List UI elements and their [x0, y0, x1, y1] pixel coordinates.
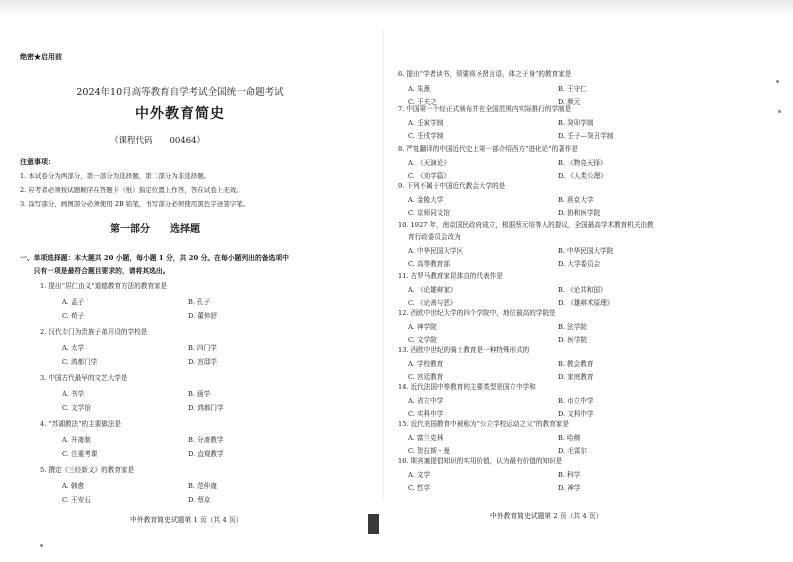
question: 4. “苏湖教法”的主要做法是: [40, 420, 122, 428]
option: A. 神学院: [408, 323, 437, 331]
question: 12. 西欧中世纪大学的四个学院中，地位最高的学院是: [398, 309, 556, 317]
option: D. 神学: [558, 484, 581, 492]
option: D. 协和医学院: [558, 209, 601, 217]
option: B. 孔子: [188, 298, 211, 306]
notice-item: 2. 应考者必须按试题顺序在答题卡（纸）指定位置上作答，答在试卷上无效。: [20, 186, 243, 194]
option: C. 壬戌学制: [408, 132, 444, 140]
option: A. 太学: [62, 344, 85, 352]
question: 15. 近代美国教育中被称为“公立学校运动之父”的教育家是: [398, 420, 569, 428]
option: B. 《论共和国》: [558, 286, 607, 294]
option: A. 孟子: [62, 298, 85, 306]
option: B. 《物竞天择》: [558, 159, 607, 167]
question: 1. 提出“居仁由义”道德教育方法的教育家是: [40, 282, 168, 290]
option: B. 科学: [558, 471, 581, 479]
option: C. 文学院: [408, 336, 437, 344]
option: A. 学校教育: [408, 360, 444, 368]
option: A. 壬寅学制: [408, 119, 444, 127]
option: B. 四门学: [188, 344, 217, 352]
question: 2. 汉代专门为贵族子弟开设的学校是: [40, 328, 148, 336]
option: D. 《人类公理》: [558, 172, 607, 180]
option: C. 《论善与恶》: [408, 299, 457, 307]
option: A. 书学: [62, 390, 85, 398]
option: A. 韩愈: [62, 482, 85, 490]
option: D. 壬子—癸丑学制: [558, 132, 614, 140]
course-code: （课程代码 00464）: [110, 136, 206, 146]
option: A. 升斋制: [62, 436, 91, 444]
option: A. 金陵大学: [408, 196, 444, 204]
option: D. 大学委员会: [558, 260, 601, 268]
notice-item: 3. 涂写部分、画图部分必须使用 2B 铅笔，书写部分必须使用黑色字迹签字笔。: [20, 200, 250, 208]
option: B. 范仲淹: [188, 482, 217, 490]
page-footer: 中外教育简史试题第 1 页（共 4 页）: [130, 516, 243, 524]
option: C. 京师同文馆: [408, 209, 450, 217]
question: 13. 西欧中世纪的骑士教育是一种特殊形式的: [398, 346, 530, 354]
option: C. 贺拉斯・曼: [408, 447, 450, 455]
option: B. 王守仁: [558, 85, 587, 93]
scan-mark: [368, 514, 379, 534]
question-continuation: 育行政委员会改为: [408, 233, 461, 241]
option: A. 《天演论》: [408, 159, 450, 167]
notice-item: 1. 本试卷分为两部分，第一部分为选择题，第二部分为非选择题。: [20, 172, 211, 180]
page-footer: 中外教育简史试题第 2 页（共 4 页）: [490, 512, 603, 520]
option: B. 市立中学: [558, 397, 594, 405]
option: D. 家庭教育: [558, 373, 594, 381]
option: D. 颜元: [558, 98, 581, 106]
question: 5. 撰定《三经新义》的教育家是: [40, 466, 135, 474]
part-title: 第一部分 选择题: [110, 224, 200, 235]
option: A. 《论雄辩家》: [408, 286, 457, 294]
option: B. 癸卯学制: [558, 119, 594, 127]
option: D. 董仲舒: [188, 312, 218, 320]
option: D. 鸿都门学: [188, 404, 224, 412]
option: C. 鸿都门学: [62, 358, 98, 366]
subject-title: 中外教育简史: [135, 106, 225, 122]
question: 3. 中国古代最早的文艺大学是: [40, 374, 128, 382]
exam-title: 2024年10月高等教育自学考试全国统一命题考试: [76, 87, 284, 98]
option: C. 实科中学: [408, 410, 444, 418]
option: C. 高等教育部: [408, 260, 450, 268]
option: B. 中华民国大学院: [558, 247, 614, 255]
option: C. 王安石: [62, 496, 91, 504]
option: D. 直观教学: [188, 450, 224, 458]
option: B. 画学: [188, 390, 211, 398]
option: C. 荀子: [62, 312, 85, 320]
option: A. 中华民国大学区: [408, 247, 464, 255]
option: B. 法学院: [558, 323, 587, 331]
question: 7. 中国第一个经正式颁布并在全国范围内实际推行的学制是: [398, 105, 572, 113]
scan-dot: [40, 544, 43, 547]
option: A. 省立中学: [408, 397, 444, 405]
option: C. 文学馆: [62, 404, 91, 412]
option: A. 朱熹: [408, 85, 431, 93]
option: B. 教会教育: [558, 360, 594, 368]
question: 8. 严复翻译的中国近代史上第一部介绍西方“进化论”的著作是: [398, 145, 578, 153]
option: D. 宫邸学: [188, 358, 218, 366]
scan-top-edge: [0, 0, 793, 14]
question: 16. 斯宾塞提倡知识的实用价值，认为最有价值的知识是: [398, 457, 563, 465]
scan-dot: [776, 80, 779, 83]
option: C. 哲学: [408, 484, 431, 492]
option: B. 哈佛: [558, 434, 581, 442]
question: 14. 近代法国中等教育的主要类型是国立中学和: [398, 383, 536, 391]
option: C. 王夫之: [408, 98, 437, 106]
secret-label: 绝密★启用前: [20, 52, 62, 61]
option: D. 《雄辩术原理》: [558, 299, 614, 307]
question: 9. 下列不属于中国近代教会大学的是: [398, 182, 506, 190]
option: C. 《劝学篇》: [408, 172, 450, 180]
option: A. 富兰克林: [408, 434, 444, 442]
option: D. 毛雷尔: [558, 447, 588, 455]
question: 11. 古罗马教育家昆体良的代表作是: [398, 272, 503, 280]
question: 10. 1927 年，南京国民政府成立，根据蔡元培等人的提议，全国最高学术教育机关由教: [398, 221, 654, 229]
scan-dot: [778, 110, 781, 113]
option: A. 文学: [408, 471, 431, 479]
page-divider: [383, 30, 384, 500]
option: B. 分斋教学: [188, 436, 224, 444]
option: C. 注重考课: [62, 450, 98, 458]
option: D. 医学院: [558, 336, 588, 344]
question: 6. 提出“学者读书，须要将圣贤言语，体之于身”的教育家是: [398, 70, 572, 78]
notice-heading: 注意事项：: [20, 157, 55, 166]
option: D. 文科中学: [558, 410, 594, 418]
section-description: 只有一项是最符合题目要求的，请将其选出。: [20, 267, 170, 275]
section-description: 一、单项选择题：本大题共 20 小题，每小题 1 分，共 20 分。在每小题列出的备选项中: [20, 254, 289, 262]
option: D. 蔡京: [188, 496, 211, 504]
option: B. 燕京大学: [558, 196, 594, 204]
option: C. 宫廷教育: [408, 373, 444, 381]
